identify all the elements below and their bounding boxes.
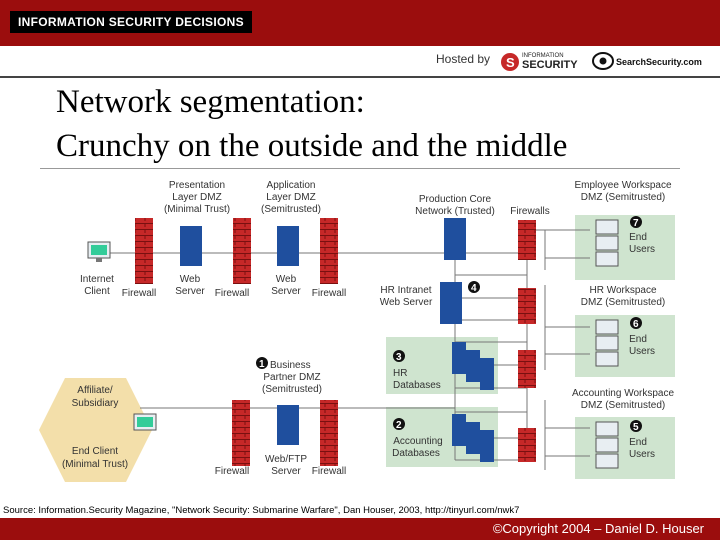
svg-text:Server: Server: [271, 466, 301, 477]
brand-logo: INFORMATION SECURITY DECISIONS: [10, 11, 252, 33]
svg-text:(Semitrusted): (Semitrusted): [260, 204, 322, 215]
information-security-logo: [500, 48, 582, 74]
svg-text:S: S: [506, 55, 515, 70]
svg-text:5: 5: [633, 422, 639, 433]
computer-icon: [596, 320, 618, 334]
firewall-icon: [233, 218, 251, 284]
database-server-icon: [452, 414, 466, 446]
logo-main-text: SECURITY: [522, 59, 578, 71]
svg-text:DMZ (Semitrusted): DMZ (Semitrusted): [580, 192, 666, 203]
svg-text:Client: Client: [84, 286, 110, 297]
firewall-icon: [320, 218, 338, 284]
end-users-label: End: [629, 334, 647, 345]
searchsecurity-logo: [592, 50, 714, 72]
database-server-icon: [480, 358, 494, 390]
end-users-label: End: [629, 437, 647, 448]
computer-icon: [596, 438, 618, 452]
svg-text:2: 2: [396, 420, 402, 431]
svg-text:(Minimal Trust): (Minimal Trust): [163, 204, 231, 215]
hr-workspace-label: HR Workspace: [589, 285, 657, 296]
web-server-label: Web: [275, 274, 297, 285]
hr-databases-label: HR: [393, 368, 408, 379]
svg-text:Partner DMZ: Partner DMZ: [263, 372, 321, 383]
application-dmz-label: Application: [266, 180, 316, 191]
host-bar: [0, 46, 720, 78]
firewall-icon: [518, 288, 536, 324]
footer-bar: [0, 518, 720, 540]
svg-text:(Semitrusted): (Semitrusted): [261, 384, 323, 395]
firewall-label: Firewall: [311, 288, 347, 299]
computer-icon: [596, 422, 618, 436]
presentation-dmz-label: Presentation: [168, 180, 226, 191]
firewall-label: Firewall: [121, 288, 157, 299]
business-partner-label: Business: [270, 360, 311, 371]
accounting-workspace-label: Accounting Workspace: [571, 388, 675, 399]
svg-text:DMZ (Semitrusted): DMZ (Semitrusted): [580, 400, 666, 411]
firewall-icon: [232, 400, 250, 466]
production-core-label: Production Core: [418, 194, 492, 205]
title-divider: [40, 168, 680, 169]
svg-text:DMZ (Semitrusted): DMZ (Semitrusted): [580, 297, 666, 308]
server-icon: [440, 282, 462, 324]
firewall-label: Firewall: [214, 466, 250, 477]
firewall-icon: [518, 428, 536, 462]
hosted-by-label: Hosted by: [436, 52, 491, 66]
employee-dmz-label: Employee Workspace: [574, 180, 672, 191]
firewall-label: Firewall: [214, 288, 250, 299]
svg-text:6: 6: [633, 319, 639, 330]
server-icon: [277, 226, 299, 266]
end-users-label: End: [629, 232, 647, 243]
affiliate-label: Affiliate/: [77, 385, 113, 396]
svg-text:Users: Users: [628, 244, 656, 255]
accounting-databases-label: Accounting: [393, 436, 443, 447]
svg-text:Layer DMZ: Layer DMZ: [266, 192, 316, 203]
firewall-icon: [518, 220, 536, 260]
end-client-label: End Client: [71, 446, 119, 457]
firewall-icon: [135, 218, 153, 284]
computer-icon: [596, 220, 618, 234]
server-icon: [180, 226, 202, 266]
server-icon: [277, 405, 299, 445]
title-line-1: Network segmentation:: [56, 84, 365, 120]
server-icon: [444, 218, 466, 260]
web-ftp-label: Web/FTP: [264, 454, 308, 465]
svg-text:Server: Server: [175, 286, 205, 297]
svg-text:Server: Server: [271, 286, 301, 297]
computers: [88, 220, 618, 468]
svg-text:1: 1: [259, 359, 265, 370]
svg-text:Network (Trusted): Network (Trusted): [415, 206, 495, 217]
hr-workspace-zone: [575, 315, 675, 377]
svg-text:Users: Users: [628, 346, 656, 357]
svg-text:Web Server: Web Server: [379, 297, 433, 308]
web-server-label: Web: [179, 274, 201, 285]
searchsecurity-text: SearchSecurity.com: [616, 57, 702, 67]
svg-text:3: 3: [396, 352, 402, 363]
svg-text:Layer DMZ: Layer DMZ: [172, 192, 222, 203]
svg-text:(Minimal Trust): (Minimal Trust): [61, 459, 129, 470]
computer-icon: [596, 352, 618, 366]
firewall-label: Firewall: [311, 466, 347, 477]
top-banner: [0, 0, 720, 46]
computer-icon: [596, 252, 618, 266]
logo-top-text: INFORMATION: [522, 53, 564, 59]
title-line-2: Crunchy on the outside and the middle: [56, 128, 568, 164]
svg-text:4: 4: [471, 283, 477, 294]
copyright-text: ©Copyright 2004 – Daniel D. Houser: [492, 521, 704, 536]
database-server-icon: [466, 422, 480, 454]
network-diagram: [0, 170, 720, 504]
database-server-icon: [466, 350, 480, 382]
firewall-icon: [320, 400, 338, 466]
computer-icon: [596, 454, 618, 468]
internet-client-label: Internet: [80, 274, 114, 285]
computer-icon: [596, 336, 618, 350]
firewall-icon: [518, 350, 536, 388]
hr-intranet-label: HR Intranet: [380, 285, 432, 296]
svg-text:7: 7: [633, 218, 639, 229]
svg-text:Databases: Databases: [392, 448, 440, 459]
slide-title: [56, 80, 676, 168]
svg-text:Subsidiary: Subsidiary: [71, 398, 119, 409]
employee-workspace-zone: [575, 215, 675, 280]
svg-text:Users: Users: [628, 449, 656, 460]
firewalls-label: Firewalls: [510, 206, 550, 217]
accounting-workspace-zone: [575, 417, 675, 479]
computer-icon: [596, 236, 618, 250]
svg-text:Databases: Databases: [393, 380, 441, 391]
source-citation: Source: Information.Security Magazine, "Network Security: Submarine Warfare", Dan Houser, 2003, http://tinyurl.com/nwk7: [3, 505, 520, 516]
database-server-icon: [452, 342, 466, 374]
database-server-icon: [480, 430, 494, 462]
